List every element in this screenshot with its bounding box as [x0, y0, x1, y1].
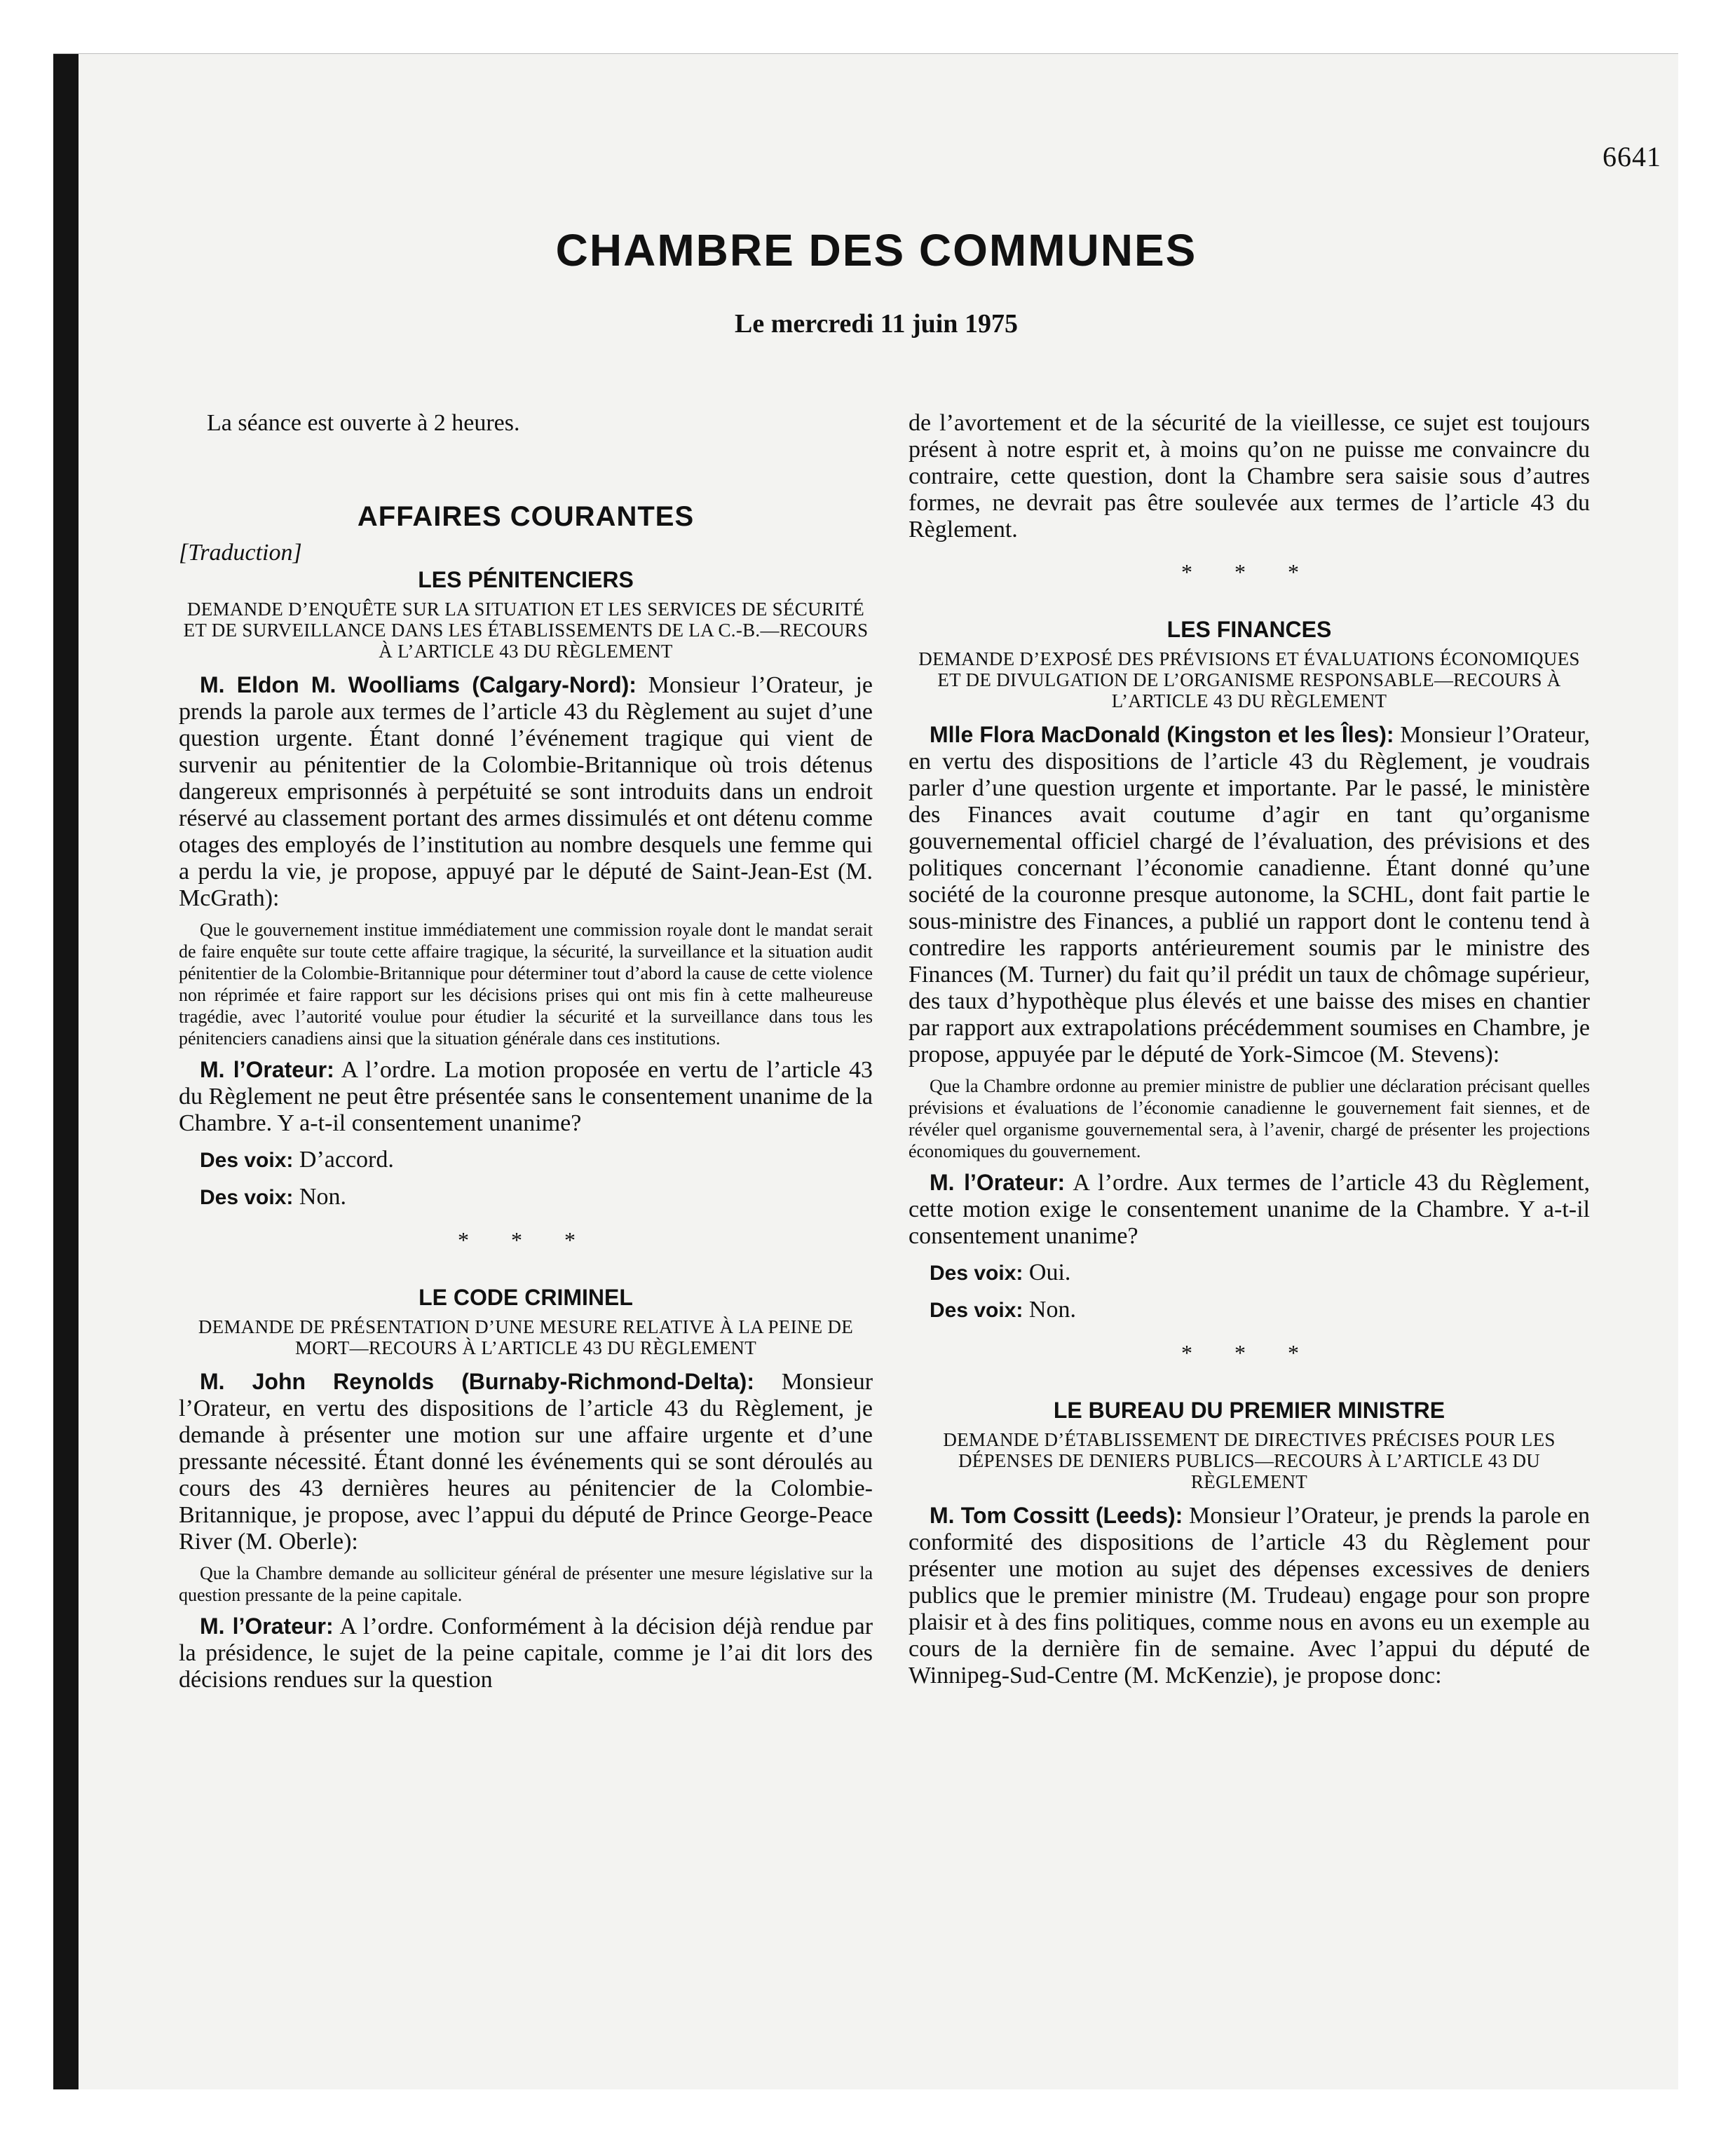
section-separator: * * *: [458, 1227, 594, 1253]
bureau-title: LE BUREAU DU PREMIER MINISTRE: [1053, 1398, 1445, 1423]
speaker-name: Mlle Flora MacDonald (Kingston et les Îles):: [930, 722, 1394, 747]
speaker-name: M. l’Orateur:: [200, 1057, 334, 1082]
speech-text: Monsieur l’Orateur, en vertu des dispositions de l’article 43 du Règlement, je voudrais parler d’une question urgente et importante. Par le passé, le ministère des Finances avait coutume d’agir en tant qu’organisme gouvernemental officiel chargé de l’évaluation, des prévisions et des politiques concernant l’économie canadienne. Étant donné qu’une société de la couronne presque autonome, la SCHL, dont fait partie le sous-ministre des Finances, a publié un rapport dont le contenu tend à contredire les rapports antérieurement soumis par le ministre des Finances (M. Turner) du fait qu’il prédit un taux de chômage supérieur, des taux d’hypothèque plus élevés et une baisse des mises en chantier par rapport aux extrapolations précédemment soumises en Chambre, je propose, appuyée par le député de York-Simcoe (M. Stevens):: [909, 722, 1591, 1067]
cossitt-speech: [909, 1502, 1590, 1689]
voices-yes: [179, 1147, 873, 1174]
section-title: AFFAIRES COURANTES: [357, 501, 695, 532]
voice-text: Oui.: [1028, 1260, 1071, 1285]
penitenciers-title: LES PÉNITENCIERS: [418, 567, 634, 592]
orateur-ruling-1: [179, 1056, 873, 1137]
page-number: 6641: [1603, 141, 1661, 172]
speaker-name: Des voix:: [200, 1186, 294, 1209]
speech-text: A l’ordre. Conformément à la décision déjà rendue par la présidence, le sujet de la peine capitale, comme je l’ai dit lors des décisions rendues sur la question: [179, 1613, 873, 1693]
speaker-name: M. Tom Cossitt (Leeds):: [930, 1503, 1183, 1528]
orateur-ruling-3: [909, 1169, 1590, 1250]
left-column: [179, 410, 873, 1693]
sitting-date: Le mercredi 11 juin 1975: [735, 309, 1018, 339]
woolliams-motion: Que le gouvernement institue immédiatement une commission royale dont le mandat serait de faire enquête sur toute cette affaire tragique, la sécurité, la surveillance et la situation audit pénitentier de la Colombie-Britannique pour déterminer tout d’abord la cause de cette violence non réprimée et faire rapport sur les décisions prises qui ont mis fin à cette malheureuse tragédie, avec l’autorité voulue pour étudier la sécurité et la surveillance dans tous les pénitenciers canadiens ainsi que la situation générale dans ces institutions.: [179, 920, 873, 1049]
speaker-name: M. l’Orateur:: [200, 1613, 334, 1639]
voices-no: [909, 1297, 1590, 1324]
speaker-name: Des voix:: [930, 1262, 1023, 1285]
section-separator: * * *: [1181, 559, 1317, 585]
speaker-name: Des voix:: [930, 1299, 1023, 1322]
finances-title: LES FINANCES: [1166, 617, 1332, 642]
bureau-subheading: DEMANDE D’ÉTABLISSEMENT DE DIRECTIVES PRÉCISES POUR LES DÉPENSES DE DENIERS PUBLICS—RECOURS À L’ARTICLE 43 DU RÈGLEMENT: [943, 1429, 1556, 1492]
translation-note: [Traduction]: [179, 540, 302, 566]
speech-text: Monsieur l’Orateur, je prends la parole aux termes de l’article 43 du Règlement au sujet d’une question urgente. Étant donné l’événement tragique qui vient de survenir au pénitentier de la Colombie-Britannique où trois détenus dangereux emprisonnés à perpétuité se sont introduits dans un endroit réservé au classement portant des armes dissimulés et ont détenu comme otages des employés de l’institution au nombre desquels une femme qui a perdu la vie, je propose, appuyé par le député de Saint-Jean-Est (M. McGrath):: [179, 672, 873, 911]
speaker-name: M. John Reynolds (Burnaby-Richmond-Delta):: [200, 1369, 754, 1394]
speech-text: Monsieur l’Orateur, je prends la parole en conformité des dispositions de l’article 43 du Règlement pour présenter une motion au sujet des dépenses excessives de deniers publics que le premier ministre (M. Trudeau) engage pour son propre plaisir et à des fins politiques, comme nous en avons eu un exemple au cours de la dernière fin de semaine. Avec l’appui du député de Winnipeg-Sud-Centre (M. McKenzie), je propose donc:: [909, 1503, 1590, 1688]
macdonald-motion: Que la Chambre ordonne au premier ministre de publier une déclaration précisant quelles prévisions et évaluations de l’économie canadienne le gouvernement fait siennes, et de révéler quel organisme gouvernemental sera, à l’avenir, chargé de présenter les projections économiques du gouvernement.: [909, 1076, 1590, 1161]
voice-text: Non.: [299, 1184, 346, 1210]
speech-text: A l’ordre. Aux termes de l’article 43 du Règlement, cette motion exige le consentement unanime de la Chambre. Y a-t-il consentement unanime?: [909, 1170, 1591, 1249]
speech-text: Monsieur l’Orateur, en vertu des dispositions de l’article 43 du Règlement, je demande à présenter une motion sur une affaire urgente et d’une pressante nécessité. Étant donné les événements qui se sont déroulés au cours des 43 dernières heures au pénitencier de la Colombie-Britannique, je propose, avec l’appui du député de Prince George-Peace River (M. Oberle):: [179, 1369, 873, 1555]
reynolds-speech: [179, 1368, 873, 1555]
voices-no: [179, 1184, 873, 1211]
page-title: CHAMBRE DES COMMUNES: [555, 225, 1197, 275]
voice-text: Non.: [1028, 1297, 1076, 1323]
continuation-text: de l’avortement et de la sécurité de la vieillesse, ce sujet est toujours présent à notre esprit et, à moins qu’on ne puisse me convaincre du contraire, cette question, dont la Chambre sera saisie sous d’autres formes, ne devrait pas être soulevée aux termes de l’article 43 du Règlement.: [909, 410, 1590, 543]
macdonald-speech: [909, 721, 1590, 1068]
voice-text: D’accord.: [299, 1147, 394, 1173]
woolliams-speech: [179, 671, 873, 912]
code-subheading: DEMANDE DE PRÉSENTATION D’UNE MESURE RELATIVE À LA PEINE DE MORT—RECOURS À L’ARTICLE 43 DU RÈGLEMENT: [198, 1316, 854, 1358]
right-column: [909, 410, 1590, 1689]
speaker-name: Des voix:: [200, 1149, 294, 1172]
speech-text: A l’ordre. La motion proposée en vertu de l’article 43 du Règlement ne peut être présentée sans le consentement unanime de la Chambre. Y a-t-il consentement unanime?: [179, 1057, 873, 1136]
reynolds-motion: Que la Chambre demande au solliciteur général de présenter une mesure législative sur la question pressante de la peine capitale.: [179, 1563, 873, 1605]
scan-border: [53, 53, 79, 2089]
code-title: LE CODE CRIMINEL: [419, 1285, 633, 1310]
opening-statement: La séance est ouverte à 2 heures.: [207, 410, 520, 436]
penitenciers-subheading: DEMANDE D’ENQUÊTE SUR LA SITUATION ET LES SERVICES DE SÉCURITÉ ET DE SURVEILLANCE DANS LES ÉTABLISSEMENTS DE LA C.-B.—RECOURS À L’ARTICLE 43 DU RÈGLEMENT: [183, 599, 869, 662]
scan-edge: [53, 53, 1678, 54]
section-separator: * * *: [1181, 1340, 1317, 1365]
speaker-name: M. l’Orateur:: [930, 1170, 1066, 1195]
orateur-ruling-2: [179, 1613, 873, 1693]
speaker-name: M. Eldon M. Woolliams (Calgary-Nord):: [200, 672, 637, 697]
finances-subheading: DEMANDE D’EXPOSÉ DES PRÉVISIONS ET ÉVALUATIONS ÉCONOMIQUES ET DE DIVULGATION DE L’ORGANISME RESPONSABLE—RECOURS À L’ARTICLE 43 DU RÈGLEMENT: [918, 648, 1580, 711]
voices-yes: [909, 1260, 1590, 1287]
